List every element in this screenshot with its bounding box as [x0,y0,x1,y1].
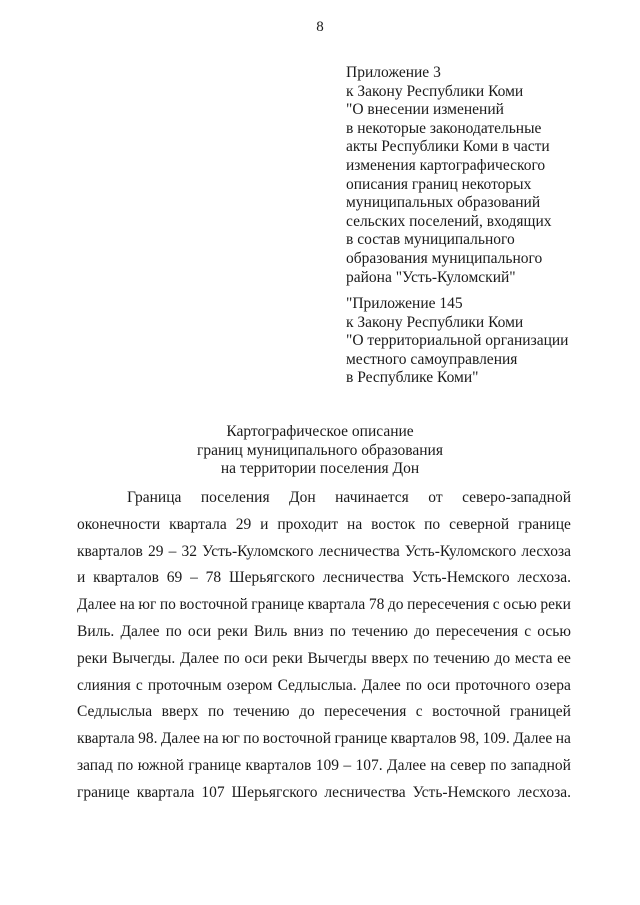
body-line: запад по южной границе кварталов 109 – 107. Далее на север по западной [77,756,571,774]
appendix-145-line: местного самоуправления [346,350,518,368]
body-line: и кварталов 69 – 78 Шерьягского лесничества Усть-Немского лесхоза. [77,569,571,587]
body-line: Граница поселения Дон начинается от северо-западной [127,489,571,506]
appendix-3-line: образования муниципального [346,249,543,267]
title-line: на территории поселения Дон [220,460,420,478]
appendix-3-line: в состав муниципального [346,231,515,249]
body-line: Далее на юг по восточной границе квартала 78 до пересечения с осью реки [77,596,571,614]
title-line: Картографическое описание [226,423,414,440]
body-line: слияния с проточным озером Седлыслыа. Далее по оси проточного озера [77,676,571,694]
body-line: оконечности квартала 29 и проходит на восток по северной границе [77,515,571,533]
body-line: кварталов 29 – 32 Усть-Куломского лесничества Усть-Куломского лесхоза [77,542,571,560]
appendix-145-heading [346,295,626,388]
appendix-3-line: Приложение 3 [346,64,441,81]
page-number: 8 [316,19,324,35]
appendix-3-line: муниципальных образований [346,194,541,212]
appendix-145-line: в Республике Коми" [346,369,479,387]
appendix-3-line: сельских поселений, входящих [346,212,552,230]
appendix-3-line: к Закону Республики Коми [346,82,524,100]
body-line: Виль. Далее по оси реки Виль вниз по течению до пересечения с осью [77,622,571,640]
appendix-3-line: акты Республики Коми в части [346,138,550,156]
appendix-145-line: "О территориальной организации [346,332,569,350]
appendix-3-heading [346,64,626,287]
appendix-3-line: в некоторые законодательные [346,119,542,137]
appendix-3-line: изменения картографического [346,156,546,174]
document-title [0,423,640,479]
body-line: границе квартала 107 Шерьягского лесничества Усть-Немского лесхоза. [77,783,571,801]
appendix-3-line: "О внесении изменений [346,101,504,119]
body-paragraph [77,485,571,807]
appendix-3-line: района "Усть-Куломский" [346,268,516,286]
body-line: Седлыслыа вверх по течению до пересечения с восточной границей [77,703,571,721]
body-line: квартала 98. Далее на юг по восточной границе кварталов 98, 109. Далее на [77,730,571,748]
appendix-3-line: описания границ некоторых [346,175,532,193]
appendix-145-line: к Закону Республики Коми [346,313,524,331]
title-line: границ муниципального образования [196,441,443,459]
body-line: реки Вычегды. Далее по оси реки Вычегды вверх по течению до места ее [77,649,571,667]
appendix-145-line: "Приложение 145 [346,295,463,312]
